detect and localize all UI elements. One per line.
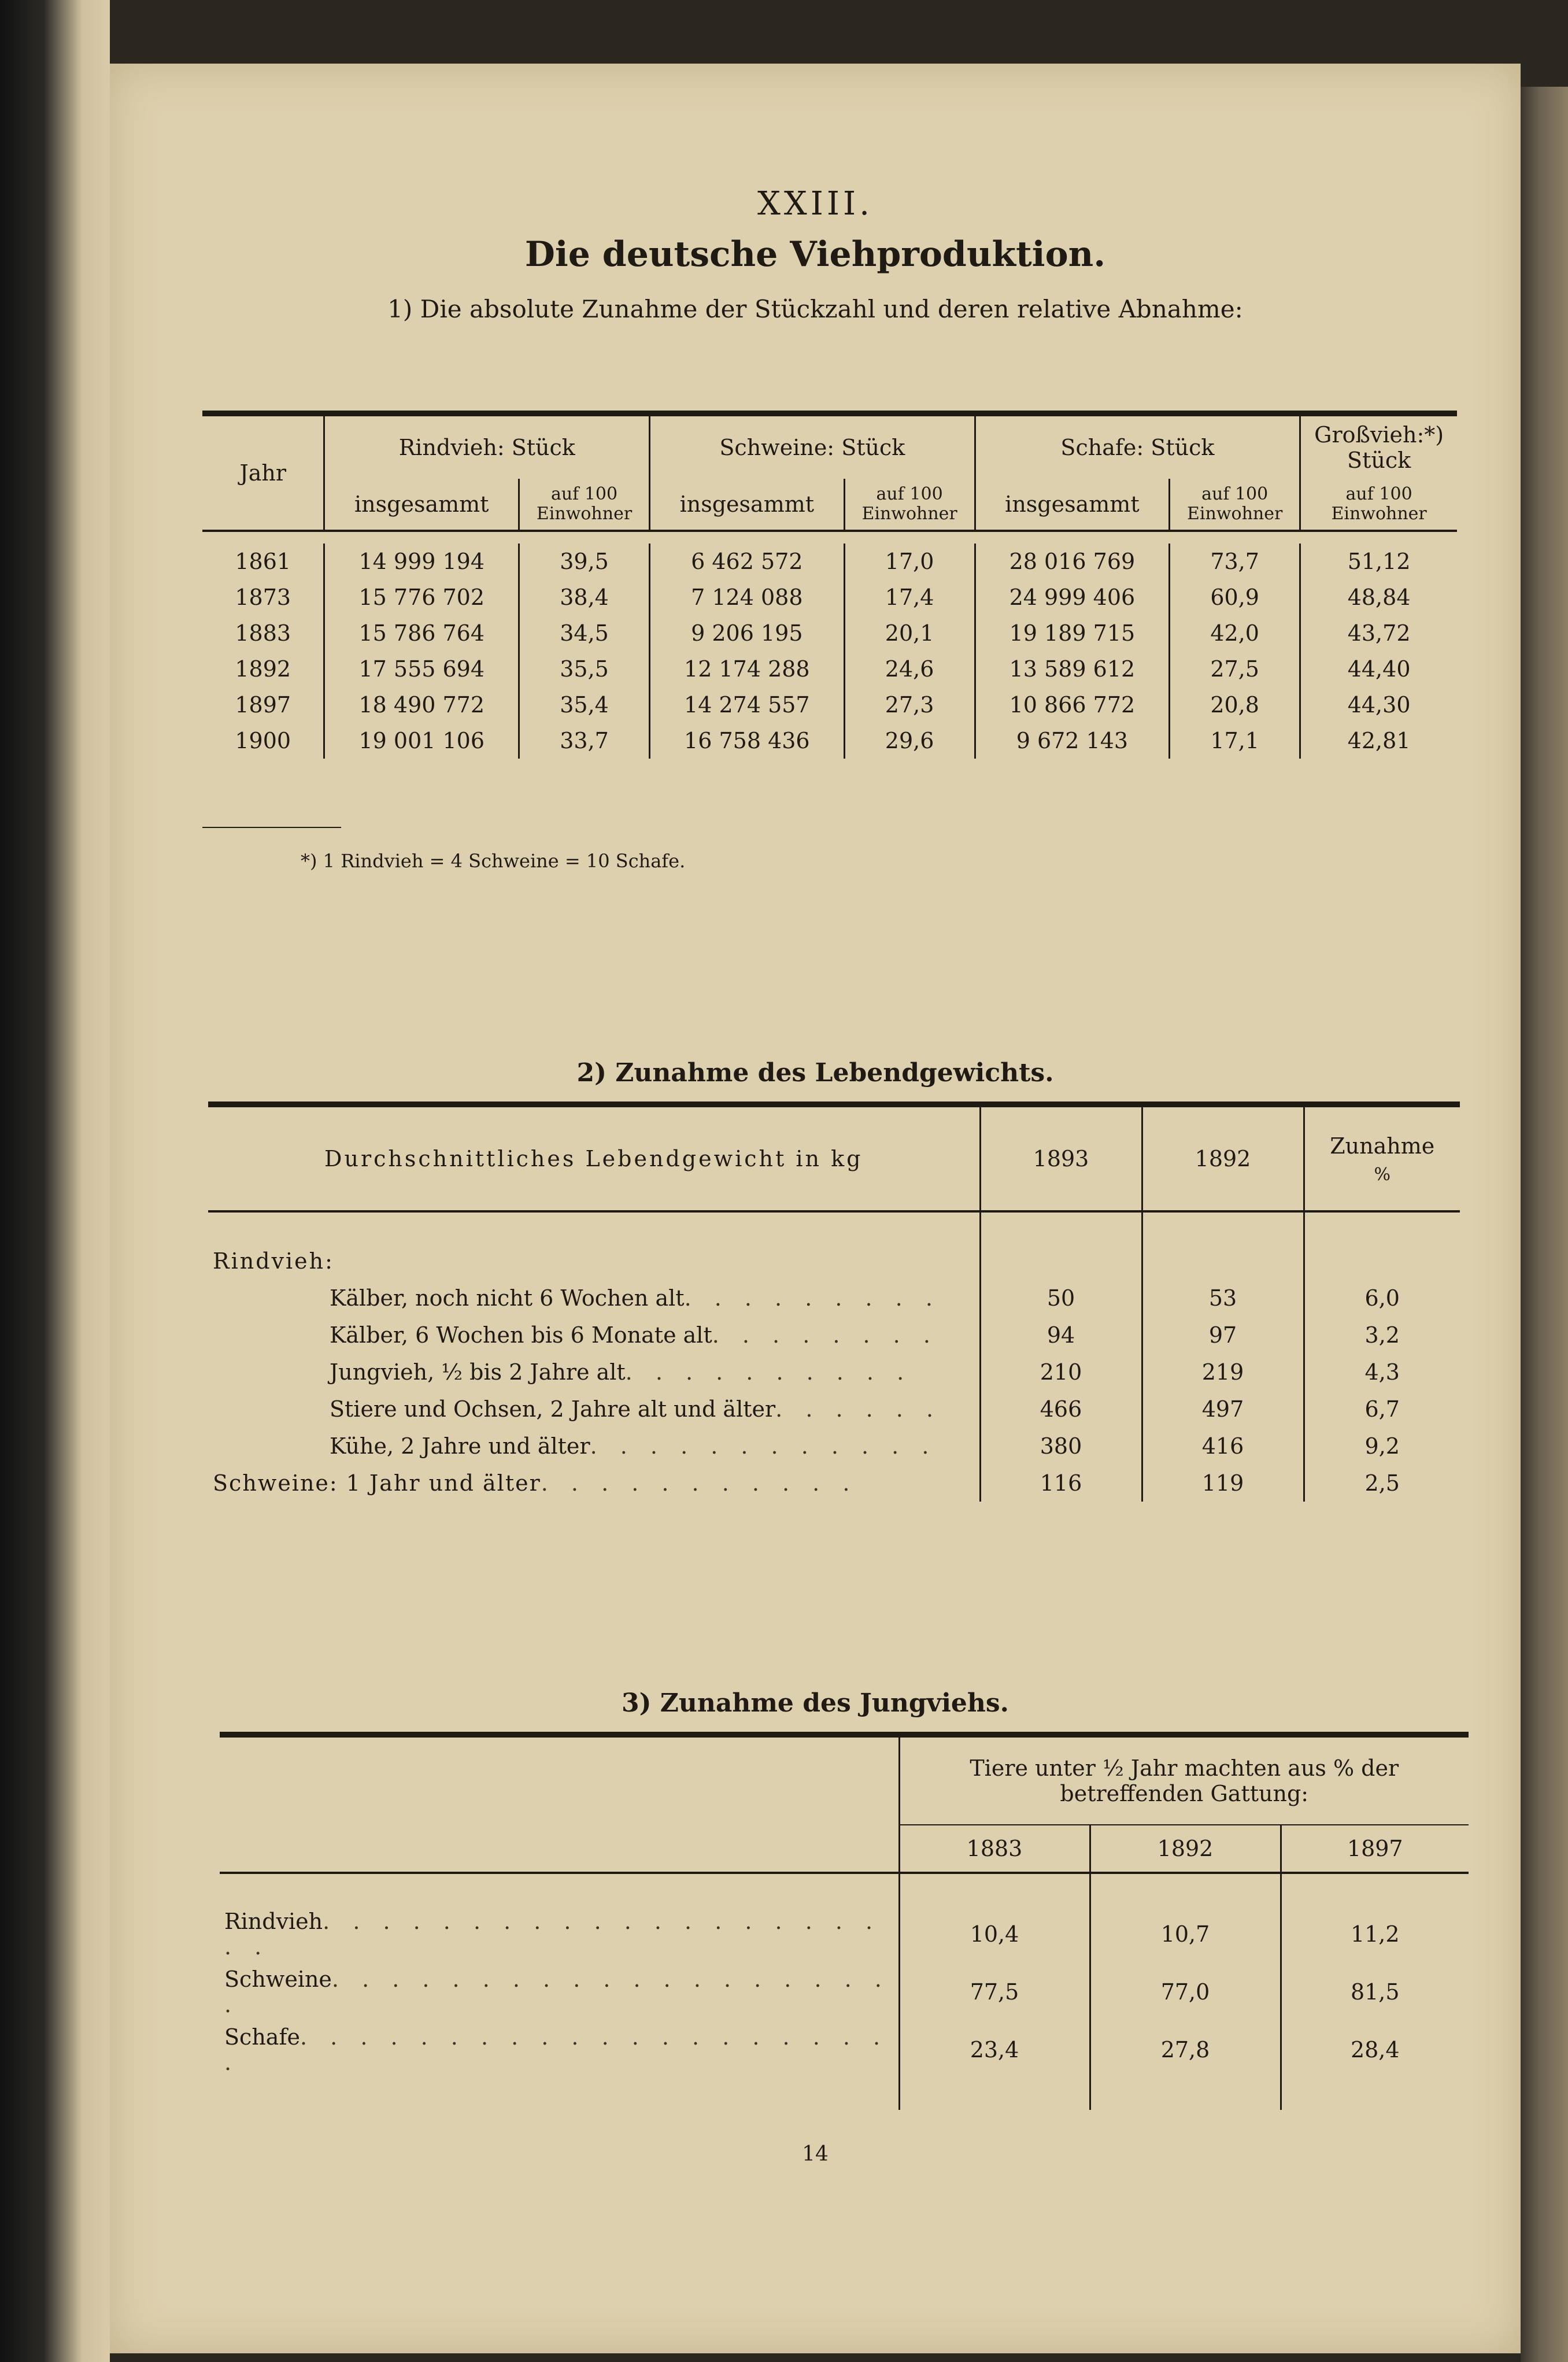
cell-zunahme: 3,2 [1304,1317,1460,1354]
col-year-header: 1897 [1281,1825,1469,1873]
cell-zunahme: 2,5 [1304,1465,1460,1502]
col-1892-header: 1892 [1142,1104,1304,1211]
sub-per100-header: auf 100 Einwohner [844,479,975,531]
cell-grossvieh-per100: 44,30 [1300,687,1457,723]
cell-schafe-per100: 73,7 [1170,544,1300,579]
cell-schweine-total: 16 758 436 [650,723,845,759]
cell-1893: 210 [980,1354,1142,1391]
cell-1892: 219 [1142,1354,1304,1391]
sub-per100-header: auf 100 Einwohner [1300,479,1457,531]
group-schweine-header: Schweine: Stück [650,413,975,479]
cell-year: 1883 [235,620,291,646]
cell-zunahme: 6,0 [1304,1280,1460,1317]
cell-schweine-total: 12 174 288 [650,651,845,687]
table-row [220,1963,1469,2021]
cell-rindvieh-per100: 35,4 [519,687,650,723]
cell-schafe-total: 28 016 769 [975,544,1170,579]
row-label: Rindvieh. . . . . . . . . . . . . . . . . . . . . [224,1909,881,1960]
table-row [208,1465,1460,1502]
cell-rindvieh-per100: 35,5 [519,651,650,687]
cell-rindvieh-total: 18 490 772 [324,687,519,723]
cell-grossvieh-per100: 44,40 [1300,651,1457,687]
cell-grossvieh-per100: 43,72 [1300,615,1457,651]
table-row [220,2021,1469,2079]
cell-grossvieh-per100: 51,12 [1300,544,1457,579]
cell-1893: 94 [980,1317,1142,1354]
book-binding [0,0,110,2362]
row-label: Schweine: 1 Jahr und älter. . . . . . . . . . . [213,1470,858,1496]
table-row [202,615,1457,651]
table-row [202,651,1457,687]
table-row [202,687,1457,723]
group-schafe-header: Schafe: Stück [975,413,1300,479]
row-label: Kühe, 2 Jahre und älter. . . . . . . . . . . . [330,1433,937,1459]
table3-caption: 3) Zunahme des Jungviehs. [622,1688,1009,1718]
cell-schweine-per100: 24,6 [844,651,975,687]
livestock-count-table [202,411,1457,759]
table-row [208,1428,1460,1465]
next-page-edge [1521,87,1568,2362]
cell-1893: 380 [980,1428,1142,1465]
cell-schweine-per100: 17,0 [844,544,975,579]
group-row [208,1243,1460,1280]
cell-1892: 53 [1142,1280,1304,1317]
cell-rindvieh-total: 19 001 106 [324,723,519,759]
cell-schafe-total: 13 589 612 [975,651,1170,687]
cell-schafe-per100: 60,9 [1170,579,1300,615]
cell-grossvieh-per100: 48,84 [1300,579,1457,615]
group-grossvieh-header: Großvieh:*) Stück [1300,413,1457,479]
cell-schafe-total: 9 672 143 [975,723,1170,759]
header-description: Tiere unter ½ Jahr machten aus % der betreffenden Gattung: [899,1735,1469,1825]
table1-caption: 1) Die absolute Zunahme der Stückzahl und deren relative Abnahme: [387,295,1243,323]
young-stock-table [220,1732,1469,2110]
col-year-header: 1883 [899,1825,1090,1873]
sub-per100-header: auf 100 Einwohner [519,479,650,531]
cell-schweine-total: 9 206 195 [650,615,845,651]
cell-zunahme: 4,3 [1304,1354,1460,1391]
cell-schafe-total: 10 866 772 [975,687,1170,723]
footnote: *) 1 Rindvieh = 4 Schweine = 10 Schafe. [301,850,686,872]
table-row [202,723,1457,759]
cell-1883: 77,5 [899,1963,1090,2021]
cell-year: 1900 [235,728,291,753]
cell-year: 1873 [235,585,291,610]
cell-1893: 50 [980,1280,1142,1317]
cell-schafe-per100: 27,5 [1170,651,1300,687]
cell-rindvieh-per100: 34,5 [519,615,650,651]
spacer [208,1211,980,1243]
row-label: Schafe. . . . . . . . . . . . . . . . . . . . . [224,2024,889,2075]
cell-schafe-total: 19 189 715 [975,615,1170,651]
cell-schafe-total: 24 999 406 [975,579,1170,615]
table-row [220,1905,1469,1963]
group-label: Rindvieh: [213,1248,334,1274]
cell-1892: 10,7 [1090,1905,1281,1963]
cell-1883: 10,4 [899,1905,1090,1963]
col-1893-header: 1893 [980,1104,1142,1211]
cell-schweine-total: 6 462 572 [650,544,845,579]
table-row [208,1317,1460,1354]
cell-year: 1861 [235,549,291,574]
cell-grossvieh-per100: 42,81 [1300,723,1457,759]
table-row [208,1354,1460,1391]
cell-schweine-total: 14 274 557 [650,687,845,723]
table-row [208,1280,1460,1317]
row-label: Kälber, noch nicht 6 Wochen alt. . . . . . . . . [330,1285,941,1311]
book-page [110,64,1521,2353]
table2-caption: 2) Zunahme des Lebendgewichts. [576,1058,1054,1088]
cell-1892: 97 [1142,1317,1304,1354]
cell-year: 1897 [235,692,291,718]
sub-total-header: insgesammt [650,479,845,531]
cell-rindvieh-per100: 38,4 [519,579,650,615]
cell-schweine-per100: 29,6 [844,723,975,759]
cell-zunahme: 6,7 [1304,1391,1460,1428]
row-label: Schweine. . . . . . . . . . . . . . . . . . . . [224,1967,890,2017]
header-blank [220,1735,899,1873]
section-number: XXIII. [757,185,873,223]
cell-1897: 81,5 [1281,1963,1469,2021]
cell-schafe-per100: 17,1 [1170,723,1300,759]
page-title: Die deutsche Viehproduktion. [524,234,1106,275]
col-zunahme-header [1304,1104,1460,1211]
cell-1892: 119 [1142,1465,1304,1502]
cell-1892: 27,8 [1090,2021,1281,2079]
cell-year: 1892 [235,656,291,682]
sub-total-header: insgesammt [324,479,519,531]
cell-schweine-total: 7 124 088 [650,579,845,615]
cell-1893: 116 [980,1465,1142,1502]
col-year-header: 1892 [1090,1825,1281,1873]
row-label: Stiere und Ochsen, 2 Jahre alt und älter. . . . . . [330,1396,942,1422]
cell-zunahme: 9,2 [1304,1428,1460,1465]
col-year-header: Jahr [202,413,324,531]
cell-1892: 77,0 [1090,1963,1281,2021]
cell-1897: 28,4 [1281,2021,1469,2079]
cell-1892: 416 [1142,1428,1304,1465]
percent-label: % [1374,1164,1391,1185]
cell-1893: 466 [980,1391,1142,1428]
cell-schweine-per100: 20,1 [844,615,975,651]
cell-schweine-per100: 17,4 [844,579,975,615]
cell-rindvieh-total: 15 776 702 [324,579,519,615]
sub-per100-header: auf 100 Einwohner [1170,479,1300,531]
liveweight-table [208,1101,1460,1502]
header-description: Durchschnittliches Lebendgewicht in kg [324,1146,863,1171]
table-row [202,579,1457,615]
cell-1897: 11,2 [1281,1905,1469,1963]
table-row [208,1391,1460,1428]
cell-rindvieh-total: 14 999 194 [324,544,519,579]
cell-1883: 23,4 [899,2021,1090,2079]
zunahme-label: Zunahme [1330,1133,1435,1159]
cell-schafe-per100: 20,8 [1170,687,1300,723]
footnote-divider [202,827,341,828]
cell-rindvieh-per100: 33,7 [519,723,650,759]
group-rindvieh-header: Rindvieh: Stück [324,413,650,479]
sub-total-header: insgesammt [975,479,1170,531]
row-label: Kälber, 6 Wochen bis 6 Monate alt. . . . . . . . [330,1322,938,1348]
table-row [202,544,1457,579]
spacer [202,531,1457,544]
page-number: 14 [802,2142,829,2166]
cell-rindvieh-total: 17 555 694 [324,651,519,687]
cell-schafe-per100: 42,0 [1170,615,1300,651]
cell-schweine-per100: 27,3 [844,687,975,723]
cell-rindvieh-total: 15 786 764 [324,615,519,651]
cell-rindvieh-per100: 39,5 [519,544,650,579]
row-label: Jungvieh, ½ bis 2 Jahre alt. . . . . . . . . . [330,1359,912,1385]
spacer [220,1873,899,1905]
cell-1892: 497 [1142,1391,1304,1428]
